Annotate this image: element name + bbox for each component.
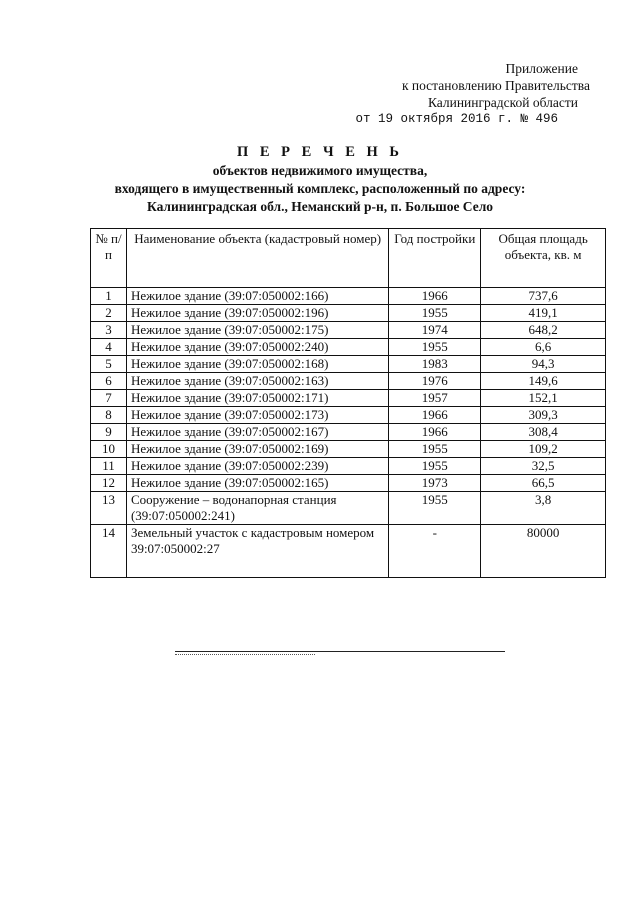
cell-name: Нежилое здание (39:07:050002:165) [126, 475, 388, 492]
cell-year: 1966 [389, 288, 481, 305]
cell-num: 11 [91, 458, 127, 475]
cell-year: 1957 [389, 390, 481, 407]
header-area: Общая площадь объекта, кв. м [481, 229, 606, 288]
appendix-region: Калининградской области [427, 95, 578, 110]
cell-num: 6 [91, 373, 127, 390]
cell-area: 149,6 [481, 373, 606, 390]
table-row [91, 492, 606, 525]
cell-area: 152,1 [481, 390, 606, 407]
cell-name: Нежилое здание (39:07:050002:163) [126, 373, 388, 390]
cell-area: 308,4 [481, 424, 606, 441]
appendix-block [300, 60, 590, 128]
table-row [91, 305, 606, 322]
cell-year: 1955 [389, 458, 481, 475]
cell-name: Нежилое здание (39:07:050002:240) [126, 339, 388, 356]
heading-line-3: Калининградская обл., Неманский р-н, п. Большое Село [146, 199, 494, 214]
cell-area: 66,5 [481, 475, 606, 492]
cell-name: Нежилое здание (39:07:050002:173) [126, 407, 388, 424]
cell-year: 1955 [389, 441, 481, 458]
cell-area: 80000 [481, 525, 606, 578]
table-row [91, 356, 606, 373]
cell-name: Нежилое здание (39:07:050002:196) [126, 305, 388, 322]
header-name: Наименование объекта (кадастровый номер) [126, 229, 388, 288]
cell-year: - [389, 525, 481, 578]
cell-num: 1 [91, 288, 127, 305]
appendix-date: от 19 октября 2016 г. № 496 [355, 112, 558, 126]
cell-num: 4 [91, 339, 127, 356]
cell-year: 1974 [389, 322, 481, 339]
cell-name: Нежилое здание (39:07:050002:169) [126, 441, 388, 458]
heading-line-1: объектов недвижимого имущества, [212, 163, 428, 178]
cell-num: 8 [91, 407, 127, 424]
heading-line-2: входящего в имущественный комплекс, расположенный по адресу: [114, 181, 526, 196]
cell-area: 94,3 [481, 356, 606, 373]
appendix-resolution: к постановлению Правительства [401, 78, 590, 93]
cell-year: 1966 [389, 407, 481, 424]
cell-num: 14 [91, 525, 127, 578]
cell-year: 1955 [389, 305, 481, 322]
cell-year: 1973 [389, 475, 481, 492]
header-num: № п/п [91, 229, 127, 288]
header-year: Год постройки [389, 229, 481, 288]
cell-name: Сооружение – водонапорная станция (39:07:050002:241) [126, 492, 388, 525]
table-row [91, 288, 606, 305]
table-row [91, 322, 606, 339]
table-row [91, 475, 606, 492]
document-title: П Е Р Е Ч Е Н Ь [236, 144, 404, 160]
cell-name: Нежилое здание (39:07:050002:168) [126, 356, 388, 373]
cell-area: 737,6 [481, 288, 606, 305]
cell-num: 2 [91, 305, 127, 322]
cell-name: Земельный участок с кадастровым номером 39:07:050002:27 [126, 525, 388, 578]
cell-num: 12 [91, 475, 127, 492]
cell-num: 3 [91, 322, 127, 339]
table-row [91, 441, 606, 458]
table-row [91, 458, 606, 475]
table-row [91, 407, 606, 424]
document-heading [60, 143, 580, 216]
cell-num: 13 [91, 492, 127, 525]
table-row [91, 525, 606, 578]
cell-year: 1955 [389, 339, 481, 356]
cell-area: 3,8 [481, 492, 606, 525]
cell-area: 32,5 [481, 458, 606, 475]
objects-table [90, 228, 606, 578]
table-row [91, 390, 606, 407]
cell-area: 419,1 [481, 305, 606, 322]
cell-num: 10 [91, 441, 127, 458]
table-body [91, 288, 606, 578]
cell-name: Нежилое здание (39:07:050002:166) [126, 288, 388, 305]
cell-year: 1976 [389, 373, 481, 390]
cell-name: Нежилое здание (39:07:050002:167) [126, 424, 388, 441]
cell-name: Нежилое здание (39:07:050002:175) [126, 322, 388, 339]
cell-name: Нежилое здание (39:07:050002:239) [126, 458, 388, 475]
cell-num: 7 [91, 390, 127, 407]
table-row [91, 424, 606, 441]
divider-dots [175, 654, 315, 655]
cell-area: 309,3 [481, 407, 606, 424]
cell-num: 9 [91, 424, 127, 441]
cell-year: 1955 [389, 492, 481, 525]
table-row [91, 339, 606, 356]
cell-area: 6,6 [481, 339, 606, 356]
cell-name: Нежилое здание (39:07:050002:171) [126, 390, 388, 407]
cell-area: 648,2 [481, 322, 606, 339]
cell-num: 5 [91, 356, 127, 373]
cell-year: 1983 [389, 356, 481, 373]
divider-line [175, 651, 505, 652]
table-header-row [91, 229, 606, 288]
table-row [91, 373, 606, 390]
cell-year: 1966 [389, 424, 481, 441]
appendix-title: Приложение [505, 61, 578, 76]
cell-area: 109,2 [481, 441, 606, 458]
